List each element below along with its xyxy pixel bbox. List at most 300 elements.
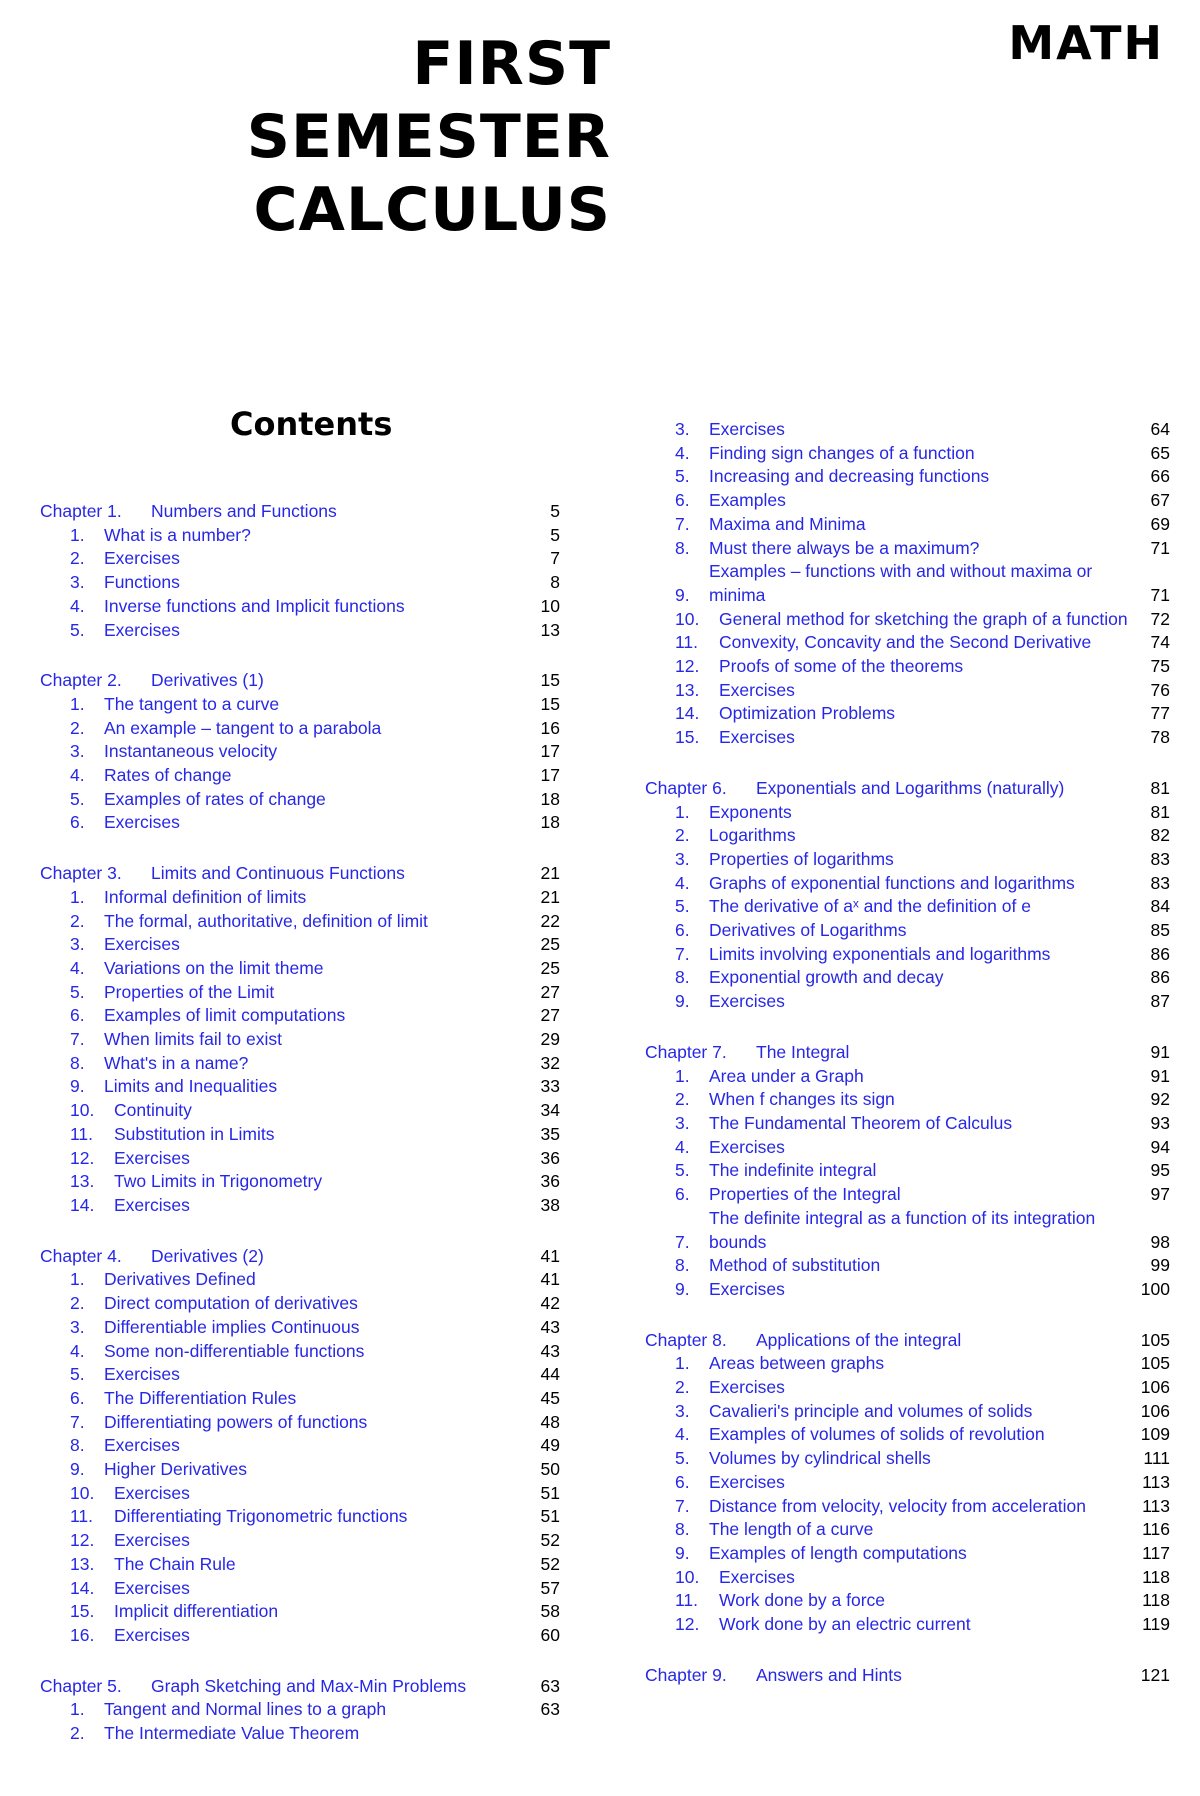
- section-title[interactable]: Examples of limit computations: [104, 1005, 346, 1026]
- toc-section-entry[interactable]: [40, 1529, 560, 1553]
- section-number: 2.: [675, 1377, 690, 1398]
- page-number: 64: [1150, 419, 1170, 439]
- page-number: 63: [540, 1699, 560, 1720]
- toc-section-entry[interactable]: [40, 1600, 560, 1624]
- section-title[interactable]: The length of a curve: [709, 1519, 874, 1540]
- section-number: 6.: [675, 490, 690, 511]
- toc-section-entry[interactable]: [40, 1147, 560, 1171]
- toc-section-entry[interactable]: [40, 717, 560, 741]
- toc-section-entry[interactable]: [40, 1505, 560, 1529]
- page-number: 83: [1150, 872, 1170, 893]
- section-title[interactable]: Inverse functions and Implicit functions: [104, 595, 405, 616]
- section-number: 5.: [70, 619, 85, 640]
- toc-section-entry[interactable]: [40, 1722, 560, 1746]
- page-number: 15: [540, 693, 560, 714]
- toc-section-entry[interactable]: [40, 524, 560, 548]
- page-number: 36: [540, 1171, 560, 1192]
- page-number: 17: [540, 741, 560, 762]
- section-title[interactable]: Examples of rates of change: [104, 788, 326, 809]
- section-title[interactable]: Area under a Graph: [709, 1065, 864, 1086]
- section-number: 5.: [675, 466, 690, 487]
- section-title[interactable]: What is a number?: [104, 524, 251, 545]
- toc-section-entry[interactable]: [40, 619, 560, 643]
- page-number: 97: [1150, 1184, 1170, 1205]
- section-number: 10.: [675, 608, 700, 629]
- section-title[interactable]: The Chain Rule: [114, 1553, 236, 1574]
- toc-section-entry[interactable]: [645, 824, 1170, 848]
- section-title[interactable]: The Differentiation Rules: [104, 1387, 297, 1408]
- toc-section-entry[interactable]: [645, 1136, 1170, 1160]
- section-title[interactable]: Continuity: [114, 1100, 192, 1121]
- chapter-title[interactable]: Derivatives (1): [151, 670, 264, 691]
- section-title[interactable]: The tangent to a curve: [104, 693, 280, 714]
- section-title[interactable]: Informal definition of limits: [104, 886, 307, 907]
- page-number: 57: [540, 1577, 560, 1598]
- section-title[interactable]: Exercises: [104, 1435, 180, 1456]
- section-title[interactable]: Exercises: [709, 1471, 785, 1492]
- toc-section-entry[interactable]: [645, 872, 1170, 896]
- section-number: 14.: [675, 703, 700, 724]
- toc-section-entry[interactable]: [40, 1028, 560, 1052]
- section-title[interactable]: Exponents: [709, 801, 792, 822]
- toc-section-entry[interactable]: [645, 513, 1170, 537]
- page-number: 74: [1150, 632, 1170, 653]
- toc-chapter-block: [645, 1041, 1170, 1302]
- section-title[interactable]: Examples of volumes of solids of revolution: [709, 1424, 1045, 1445]
- section-number: 6.: [70, 1005, 85, 1026]
- page-number: 81: [1150, 777, 1170, 798]
- toc-section-entry[interactable]: [40, 571, 560, 595]
- section-number: 12.: [675, 656, 700, 677]
- section-title[interactable]: The formal, authoritative, definition of limit: [104, 910, 428, 931]
- toc-section-entry[interactable]: [645, 966, 1170, 990]
- section-title[interactable]: Distance from velocity, velocity from acceleration: [709, 1495, 1087, 1516]
- section-title[interactable]: Exercises: [709, 1377, 785, 1398]
- page-number: 15: [540, 670, 560, 691]
- section-title[interactable]: Tangent and Normal lines to a graph: [104, 1699, 387, 1720]
- toc-section-entry[interactable]: [645, 1112, 1170, 1136]
- toc-section-entry[interactable]: [645, 1400, 1170, 1424]
- section-title[interactable]: Derivatives Defined: [104, 1269, 256, 1290]
- page-number: 27: [540, 981, 560, 1002]
- section-number: 1.: [70, 1699, 85, 1720]
- section-title[interactable]: Exercises: [719, 679, 795, 700]
- section-title[interactable]: Examples – functions with and without maxima or minima: [709, 561, 1093, 605]
- toc-section-entry[interactable]: [40, 547, 560, 571]
- toc-section-entry[interactable]: [645, 418, 1170, 442]
- toc-section-entry[interactable]: [40, 1698, 560, 1722]
- page-number: 105: [1140, 1329, 1170, 1350]
- toc-section-entry[interactable]: [645, 1447, 1170, 1471]
- section-title[interactable]: Optimization Problems: [719, 703, 896, 724]
- section-title[interactable]: Increasing and decreasing functions: [709, 466, 990, 487]
- page-number: 5: [550, 501, 560, 521]
- section-title[interactable]: Examples of length computations: [709, 1542, 967, 1563]
- section-number: 1.: [675, 1353, 690, 1374]
- toc-section-entry[interactable]: [645, 1352, 1170, 1376]
- page-number: 58: [540, 1601, 560, 1622]
- section-number: 7.: [675, 943, 690, 964]
- section-title[interactable]: Some non-differentiable functions: [104, 1340, 365, 1361]
- page-number: 13: [540, 619, 560, 640]
- section-title[interactable]: Differentiating Trigonometric functions: [114, 1506, 408, 1527]
- section-title[interactable]: Substitution in Limits: [114, 1123, 275, 1144]
- toc-section-entry[interactable]: [645, 608, 1170, 632]
- page-number: 87: [1150, 991, 1170, 1012]
- toc-section-entry[interactable]: [40, 1387, 560, 1411]
- section-title[interactable]: Properties of logarithms: [709, 848, 894, 869]
- section-title[interactable]: Work done by an electric current: [719, 1614, 971, 1635]
- section-title[interactable]: Volumes by cylindrical shells: [709, 1448, 931, 1469]
- toc-section-entry[interactable]: [40, 595, 560, 619]
- section-number: 8.: [675, 537, 690, 558]
- section-title[interactable]: Areas between graphs: [709, 1353, 885, 1374]
- toc-section-entry[interactable]: [40, 933, 560, 957]
- section-number: 11.: [675, 1590, 699, 1611]
- section-number: 10.: [70, 1482, 95, 1503]
- chapter-label: Chapter 2.: [40, 670, 122, 691]
- page-number: 66: [1150, 466, 1170, 487]
- toc-section-entry[interactable]: [645, 1495, 1170, 1519]
- toc-section-entry[interactable]: [645, 1423, 1170, 1447]
- toc-section-entry[interactable]: [40, 1004, 560, 1028]
- section-number: 4.: [675, 1424, 690, 1445]
- toc-section-entry[interactable]: [40, 764, 560, 788]
- toc-section-entry[interactable]: [40, 740, 560, 764]
- page-number: 71: [1150, 537, 1170, 558]
- toc-section-entry[interactable]: [40, 1170, 560, 1194]
- section-number: 4.: [70, 957, 85, 978]
- section-number: 1.: [70, 886, 85, 907]
- page-number: 49: [540, 1435, 560, 1456]
- section-title[interactable]: Limits involving exponentials and logarithms: [709, 943, 1051, 964]
- section-number: 12.: [70, 1530, 95, 1551]
- chapter-label: Chapter 3.: [40, 863, 122, 884]
- toc-chapter-entry[interactable]: [40, 862, 560, 886]
- toc-section-entry[interactable]: [645, 1471, 1170, 1495]
- page-number: 75: [1150, 656, 1170, 677]
- section-number: 8.: [70, 1052, 85, 1073]
- chapter-title[interactable]: Graph Sketching and Max-Min Problems: [151, 1675, 467, 1696]
- toc-chapter-entry[interactable]: [40, 1675, 560, 1699]
- toc-section-entry[interactable]: [645, 1542, 1170, 1566]
- section-title[interactable]: Exercises: [104, 548, 180, 569]
- section-number: 8.: [675, 1519, 690, 1540]
- section-title[interactable]: Exercises: [709, 1136, 785, 1157]
- toc-section-entry[interactable]: [645, 442, 1170, 466]
- toc-section-entry[interactable]: [40, 957, 560, 981]
- toc-section-entry[interactable]: [40, 1194, 560, 1218]
- section-title[interactable]: Proofs of some of the theorems: [719, 656, 964, 677]
- toc-chapter-block: [40, 500, 560, 642]
- section-title[interactable]: Functions: [104, 572, 180, 593]
- subject-label: MATH: [1008, 16, 1164, 70]
- page-number: 32: [540, 1052, 560, 1073]
- section-title[interactable]: The derivative of aˣ and the definition of e: [709, 896, 1031, 917]
- section-title[interactable]: Differentiable implies Continuous: [104, 1316, 360, 1337]
- page-number: 117: [1142, 1542, 1170, 1563]
- toc-section-entry[interactable]: [40, 1577, 560, 1601]
- page-number: 21: [540, 886, 560, 907]
- section-title[interactable]: Exercises: [709, 991, 785, 1012]
- section-number: 4.: [70, 1340, 85, 1361]
- toc-section-entry[interactable]: [645, 895, 1170, 919]
- section-title[interactable]: Maxima and Minima: [709, 513, 866, 534]
- page-number: 91: [1150, 1041, 1170, 1062]
- section-title[interactable]: Finding sign changes of a function: [709, 442, 975, 463]
- page-number: 10: [540, 595, 560, 616]
- toc-section-entry[interactable]: [40, 1434, 560, 1458]
- page-number: 84: [1150, 896, 1170, 917]
- section-title[interactable]: Method of substitution: [709, 1255, 881, 1276]
- toc-section-entry[interactable]: [645, 1183, 1170, 1207]
- page-number: 81: [1150, 801, 1170, 822]
- chapter-title[interactable]: Limits and Continuous Functions: [151, 863, 405, 884]
- chapter-title[interactable]: Derivatives (2): [151, 1245, 264, 1266]
- page-number: 118: [1142, 1566, 1170, 1587]
- section-title[interactable]: Implicit differentiation: [114, 1601, 279, 1622]
- chapter-title[interactable]: The Integral: [756, 1041, 850, 1062]
- section-number: 1.: [70, 524, 85, 545]
- toc-chapter-entry[interactable]: [40, 1245, 560, 1269]
- section-title[interactable]: What's in a name?: [104, 1052, 249, 1073]
- page-number: 45: [540, 1387, 560, 1408]
- toc-section-entry[interactable]: [645, 726, 1170, 750]
- toc-section-entry[interactable]: [645, 801, 1170, 825]
- toc-chapter-entry[interactable]: [645, 777, 1170, 801]
- toc-section-entry[interactable]: [40, 1099, 560, 1123]
- toc-section-entry[interactable]: [40, 1553, 560, 1577]
- toc-section-entry[interactable]: [40, 1624, 560, 1648]
- section-title[interactable]: The Intermediate Value Theorem: [104, 1723, 360, 1744]
- toc-section-entry[interactable]: [40, 1340, 560, 1364]
- section-number: 6.: [675, 920, 690, 941]
- toc-section-entry[interactable]: [645, 702, 1170, 726]
- section-number: 5.: [70, 981, 85, 1002]
- section-number: 2.: [675, 825, 690, 846]
- page-number: 111: [1143, 1448, 1170, 1469]
- section-title[interactable]: Exercises: [114, 1624, 190, 1645]
- toc-chapter-entry[interactable]: [645, 1041, 1170, 1065]
- toc-section-entry[interactable]: [40, 1411, 560, 1435]
- section-number: 9.: [675, 991, 690, 1012]
- section-title[interactable]: Graphs of exponential functions and logarithms: [709, 872, 1075, 893]
- section-number: 12.: [675, 1614, 700, 1635]
- chapter-title[interactable]: Numbers and Functions: [151, 501, 337, 521]
- toc-section-entry[interactable]: [40, 1363, 560, 1387]
- section-title[interactable]: The definite integral as a function of its integration bounds: [709, 1207, 1096, 1252]
- book-title-line-2: CALCULUS: [253, 175, 611, 245]
- toc-section-entry[interactable]: [645, 679, 1170, 703]
- toc-chapter-block: [40, 862, 560, 1218]
- section-number: 3.: [70, 741, 85, 762]
- section-title[interactable]: Exercises: [114, 1194, 190, 1215]
- page-number: 38: [540, 1194, 560, 1215]
- toc-section-entry[interactable]: [40, 1075, 560, 1099]
- toc-section-entry[interactable]: [40, 910, 560, 934]
- toc-section-entry[interactable]: [645, 1518, 1170, 1542]
- section-number: 3.: [70, 1316, 85, 1337]
- toc-section-entry[interactable]: [645, 990, 1170, 1014]
- toc-chapter-entry[interactable]: [645, 1664, 1170, 1688]
- section-number: 4.: [675, 872, 690, 893]
- section-title[interactable]: Instantaneous velocity: [104, 741, 278, 762]
- section-number: 1.: [675, 801, 690, 822]
- section-title[interactable]: Exercises: [114, 1577, 190, 1598]
- section-title[interactable]: Exercises: [114, 1530, 190, 1551]
- toc-section-entry[interactable]: [645, 1589, 1170, 1613]
- toc-chapter-block: [40, 1675, 560, 1746]
- chapter-title[interactable]: Exponentials and Logarithms (naturally): [756, 777, 1065, 798]
- toc-section-entry[interactable]: [40, 1268, 560, 1292]
- section-number: 15.: [675, 727, 700, 748]
- toc-section-entry[interactable]: [40, 1458, 560, 1482]
- section-title[interactable]: Exercises: [104, 934, 180, 955]
- section-title[interactable]: Must there always be a maximum?: [709, 537, 980, 558]
- toc-section-entry[interactable]: [40, 1052, 560, 1076]
- toc-section-entry[interactable]: [645, 848, 1170, 872]
- section-number: 5.: [675, 1160, 690, 1181]
- toc-section-entry[interactable]: [40, 1316, 560, 1340]
- section-title[interactable]: Cavalieri's principle and volumes of solids: [709, 1400, 1033, 1421]
- section-title[interactable]: Direct computation of derivatives: [104, 1293, 358, 1314]
- section-title[interactable]: Rates of change: [104, 765, 232, 786]
- toc-section-entry[interactable]: [645, 655, 1170, 679]
- page-number: 35: [540, 1123, 560, 1144]
- toc-chapter-entry[interactable]: [645, 1329, 1170, 1353]
- toc-section-entry[interactable]: [645, 1613, 1170, 1637]
- section-title[interactable]: Exercises: [719, 1566, 795, 1587]
- toc-section-entry[interactable]: [40, 886, 560, 910]
- toc-section-entry[interactable]: [40, 811, 560, 835]
- page-number: 43: [540, 1316, 560, 1337]
- section-title[interactable]: Exercises: [104, 619, 180, 640]
- section-title[interactable]: Convexity, Concavity and the Second Derivative: [719, 632, 1092, 653]
- toc-section-entry[interactable]: [645, 1088, 1170, 1112]
- section-title[interactable]: Limits and Inequalities: [104, 1076, 278, 1097]
- book-title-line-1: FIRST SEMESTER: [246, 29, 611, 172]
- section-title[interactable]: Variations on the limit theme: [104, 957, 324, 978]
- toc-section-entry[interactable]: [40, 1123, 560, 1147]
- section-title[interactable]: Exercises: [114, 1147, 190, 1168]
- chapter-title[interactable]: Answers and Hints: [756, 1664, 902, 1685]
- section-title[interactable]: Differentiating powers of functions: [104, 1411, 368, 1432]
- page-number: 83: [1150, 848, 1170, 869]
- section-title[interactable]: The Fundamental Theorem of Calculus: [709, 1112, 1013, 1133]
- toc-section-entry[interactable]: [645, 943, 1170, 967]
- section-title[interactable]: When limits fail to exist: [104, 1029, 282, 1050]
- section-number: 5.: [675, 896, 690, 917]
- section-number: 6.: [675, 1471, 690, 1492]
- section-title[interactable]: Properties of the Integral: [709, 1184, 901, 1205]
- section-title[interactable]: Exercises: [709, 419, 785, 439]
- section-title[interactable]: General method for sketching the graph of a function: [719, 608, 1128, 629]
- section-title[interactable]: An example – tangent to a parabola: [104, 717, 382, 738]
- section-number: 2.: [70, 548, 85, 569]
- toc-chapter-entry[interactable]: [40, 500, 560, 524]
- page-number: 72: [1150, 608, 1170, 629]
- section-number: 7.: [675, 1495, 690, 1516]
- toc-section-entry[interactable]: [645, 1207, 1170, 1254]
- page-number: 60: [540, 1624, 560, 1645]
- section-title[interactable]: Exercises: [104, 1364, 180, 1385]
- book-title: [36, 28, 611, 247]
- section-title[interactable]: Exponential growth and decay: [709, 967, 944, 988]
- toc-section-entry[interactable]: [645, 1278, 1170, 1302]
- section-number: 4.: [675, 1136, 690, 1157]
- section-title[interactable]: Examples: [709, 490, 786, 511]
- section-title[interactable]: Two Limits in Trigonometry: [114, 1171, 323, 1192]
- toc-section-entry[interactable]: [40, 1292, 560, 1316]
- toc-section-entry[interactable]: [40, 1482, 560, 1506]
- page-number: 71: [1150, 584, 1170, 605]
- toc-section-entry[interactable]: [645, 631, 1170, 655]
- page-number: 77: [1150, 703, 1170, 724]
- toc-section-entry[interactable]: [645, 919, 1170, 943]
- toc-section-entry[interactable]: [645, 560, 1170, 607]
- page-number: 82: [1150, 825, 1170, 846]
- section-title[interactable]: Exercises: [719, 727, 795, 748]
- page-number: 94: [1150, 1136, 1170, 1157]
- section-number: 11.: [675, 632, 699, 653]
- toc-section-entry[interactable]: [40, 981, 560, 1005]
- toc-section-entry[interactable]: [645, 1159, 1170, 1183]
- section-number: 11.: [70, 1506, 94, 1527]
- page-number: 65: [1150, 442, 1170, 463]
- toc-section-entry[interactable]: [40, 693, 560, 717]
- section-title[interactable]: Exercises: [104, 812, 180, 833]
- toc-section-entry[interactable]: [645, 537, 1170, 561]
- chapter-label: Chapter 5.: [40, 1675, 122, 1696]
- toc-section-entry[interactable]: [645, 1065, 1170, 1089]
- toc-section-entry[interactable]: [645, 1376, 1170, 1400]
- page-number: 109: [1140, 1424, 1170, 1445]
- section-number: 3.: [675, 848, 690, 869]
- section-title[interactable]: Exercises: [709, 1278, 785, 1299]
- section-title[interactable]: Exercises: [114, 1482, 190, 1503]
- toc-chapter-entry[interactable]: [40, 669, 560, 693]
- section-title[interactable]: Work done by a force: [719, 1590, 886, 1611]
- section-title[interactable]: Derivatives of Logarithms: [709, 920, 907, 941]
- toc-section-entry[interactable]: [645, 1254, 1170, 1278]
- section-title[interactable]: When f changes its sign: [709, 1089, 895, 1110]
- section-title[interactable]: Properties of the Limit: [104, 981, 275, 1002]
- toc-section-entry[interactable]: [645, 1566, 1170, 1590]
- page-number: 52: [540, 1553, 560, 1574]
- section-number: 4.: [70, 765, 85, 786]
- toc-section-entry[interactable]: [40, 788, 560, 812]
- page-number: 99: [1150, 1255, 1170, 1276]
- chapter-label: Chapter 1.: [40, 501, 122, 521]
- section-number: 3.: [70, 572, 85, 593]
- page-number: 69: [1150, 513, 1170, 534]
- page-number: 21: [540, 863, 560, 884]
- section-number: 2.: [70, 1723, 85, 1744]
- toc-section-entry[interactable]: [645, 465, 1170, 489]
- page-number: 106: [1140, 1377, 1170, 1398]
- section-title[interactable]: Higher Derivatives: [104, 1459, 247, 1480]
- page-number: 5: [550, 524, 560, 545]
- page-number: 27: [540, 1005, 560, 1026]
- section-number: 2.: [70, 910, 85, 931]
- chapter-title[interactable]: Applications of the integral: [756, 1329, 962, 1350]
- section-number: 11.: [70, 1123, 94, 1144]
- section-title[interactable]: The indefinite integral: [709, 1160, 877, 1181]
- page-number: 85: [1150, 920, 1170, 941]
- page-number: 52: [540, 1530, 560, 1551]
- toc-section-entry[interactable]: [645, 489, 1170, 513]
- section-title[interactable]: Logarithms: [709, 825, 796, 846]
